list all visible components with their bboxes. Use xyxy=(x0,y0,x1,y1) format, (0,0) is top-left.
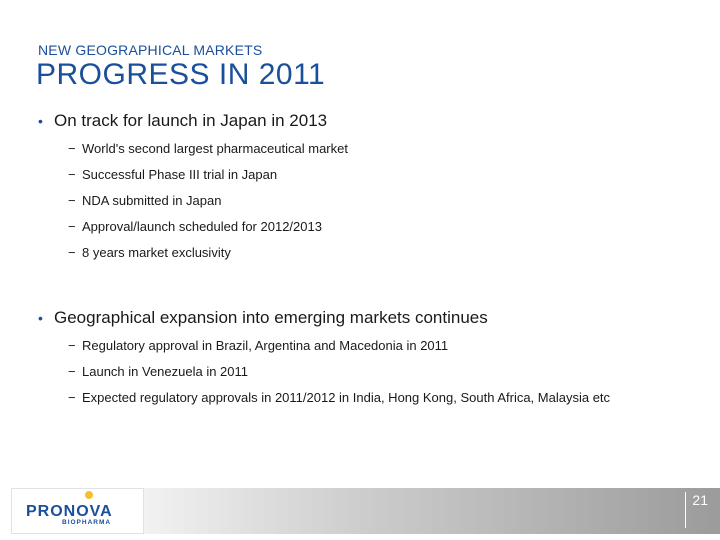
sub-item xyxy=(68,141,708,156)
sub-item-text: Successful Phase III trial in Japan xyxy=(82,167,278,182)
logo-name: PRONOVA xyxy=(26,503,113,520)
dash-icon: − xyxy=(68,390,76,405)
sub-item xyxy=(68,364,708,379)
footer-bar xyxy=(144,488,720,534)
bullet-text: Geographical expansion into emerging markets continues xyxy=(54,308,488,327)
dash-icon: − xyxy=(68,219,76,234)
bullet-dot-icon: • xyxy=(38,113,43,129)
page-number: 21 xyxy=(685,492,708,528)
dash-icon: − xyxy=(68,245,76,260)
sub-item xyxy=(68,193,708,208)
sub-item xyxy=(68,390,708,405)
sub-item-text: Launch in Venezuela in 2011 xyxy=(82,364,249,379)
dash-icon: − xyxy=(68,141,76,156)
dash-icon: − xyxy=(68,364,76,379)
logo-subtitle: BIOPHARMA xyxy=(62,519,112,526)
sub-item-text: Approval/launch scheduled for 2012/2013 xyxy=(82,219,322,234)
sub-item-text: Expected regulatory approvals in 2011/2012 in India, Hong Kong, South Africa, Malaysia etc xyxy=(82,390,611,405)
footer xyxy=(0,488,720,534)
dash-icon: − xyxy=(68,193,76,208)
sub-item xyxy=(68,167,708,182)
sun-icon xyxy=(85,491,93,499)
sub-item-text: 8 years market exclusivity xyxy=(82,245,231,260)
bullet-item xyxy=(38,308,708,328)
sub-item xyxy=(68,338,708,353)
bullet-text: On track for launch in Japan in 2013 xyxy=(54,111,328,130)
kicker-title: NEW GEOGRAPHICAL MARKETS xyxy=(38,42,263,58)
sub-item-text: Regulatory approval in Brazil, Argentina and Macedonia in 2011 xyxy=(82,338,449,353)
sub-item xyxy=(68,245,708,260)
pronova-logo xyxy=(11,488,144,534)
section-japan xyxy=(38,111,708,260)
dash-icon: − xyxy=(68,338,76,353)
sub-item xyxy=(68,219,708,234)
bullet-item xyxy=(38,111,708,131)
sub-item-text: World's second largest pharmaceutical market xyxy=(82,141,348,156)
bullet-dot-icon: • xyxy=(38,310,43,326)
section-emerging-markets xyxy=(38,308,708,405)
page-title: PROGRESS IN 2011 xyxy=(36,58,326,91)
dash-icon: − xyxy=(68,167,76,182)
sub-item-text: NDA submitted in Japan xyxy=(82,193,222,208)
